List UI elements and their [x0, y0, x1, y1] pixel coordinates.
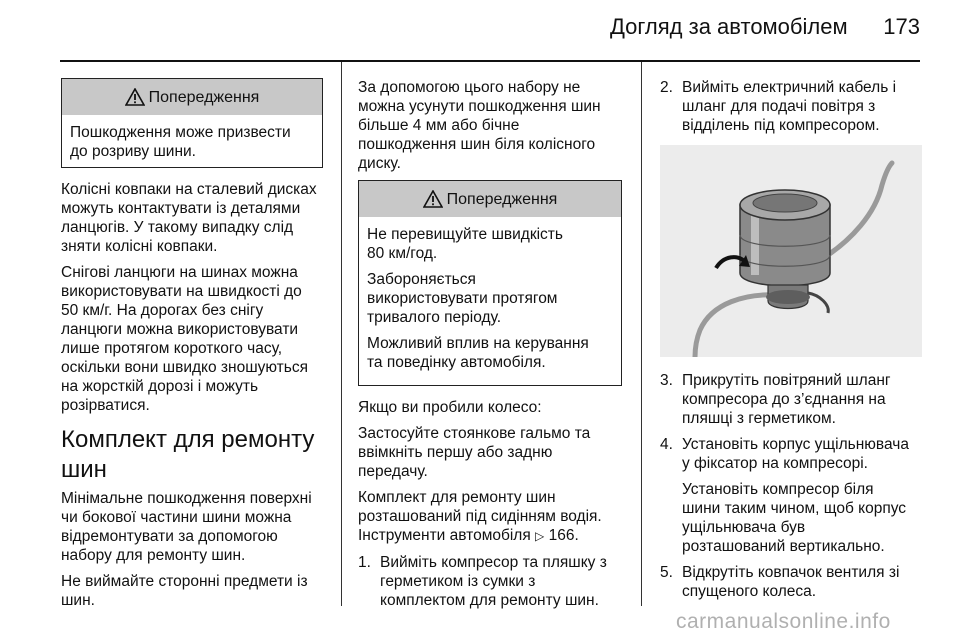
heading-line: шин [61, 456, 107, 483]
right-column [660, 78, 924, 608]
text-line: можуть контактувати із деталями [61, 200, 301, 217]
column-divider [641, 62, 642, 606]
text-line: лише протягом короткого часу, [61, 340, 283, 357]
page-reference[interactable]: 166. [548, 527, 579, 544]
step-item [660, 78, 924, 135]
text-line: Застосуйте стоянкове гальмо та [358, 425, 591, 442]
warning-paragraph [367, 334, 613, 372]
text-line: розташований під сидінням водія. [358, 508, 602, 525]
step-item [358, 553, 622, 610]
page-number: 173 [883, 14, 920, 39]
paragraph-brake [358, 424, 622, 481]
step-number: 2. [660, 79, 673, 96]
paragraph-foreign-objects [61, 572, 323, 610]
text-line: 50 км/г. На дорогах без снігу [61, 302, 264, 319]
step-item [660, 563, 924, 601]
text-line: Забороняється [367, 271, 476, 288]
text-line: Установіть компресор біля [682, 481, 874, 498]
text-line: ущільнювача був [682, 519, 806, 536]
text-line: відремонтувати за допомогою [61, 528, 278, 545]
text-line: шини таким чином, щоб корпус [682, 500, 907, 517]
arrow-right-icon[interactable]: ▷ [535, 529, 545, 543]
middle-column [358, 78, 622, 617]
paragraph-kit-location [358, 488, 622, 546]
text-line: Можливий вплив на керування [367, 335, 589, 352]
warning-box [358, 180, 622, 386]
warning-header [62, 79, 322, 115]
text-line: оскільки вони швидко зношуються [61, 359, 308, 376]
text-line: спущеного колеса. [682, 583, 817, 600]
text-line: Установіть корпус ущільнювача [682, 436, 909, 453]
step-item [660, 435, 924, 473]
text-line: Пошкодження може призвести [70, 124, 291, 141]
step-text [682, 435, 924, 473]
paragraph-repair-kit-intro [61, 489, 323, 565]
text-line: зняти колісні ковпаки. [61, 238, 218, 255]
text-line: герметиком із сумки з [380, 573, 536, 590]
text-line: набору для ремонту шин. [61, 547, 246, 564]
text-line: пошкодження шин біля колісного [358, 136, 596, 153]
compressor-drawing [660, 145, 922, 357]
text-line: можна усунути пошкодження шин [358, 98, 601, 115]
warning-body [62, 115, 322, 167]
text-line: Інструменти автомобіля [358, 527, 531, 544]
paragraph-snow-chains [61, 263, 323, 415]
paragraph-puncture: Якщо ви пробили колесо: [358, 399, 542, 416]
text-line: розташований вертикально. [682, 538, 885, 555]
text-line: диску. [358, 155, 401, 172]
warning-header [359, 181, 621, 217]
warning-body [359, 217, 621, 385]
text-line: Мінімальне пошкодження поверхні [61, 490, 312, 507]
text-line: більше 4 мм або бічне [358, 117, 520, 134]
text-line: Вийміть компресор та пляшку з [380, 554, 607, 571]
step-text [682, 371, 924, 428]
warning-paragraph [367, 270, 613, 327]
text-line: компресора до з’єднання на [682, 391, 886, 408]
text-line: За допомогою цього набору не [358, 79, 581, 96]
text-line: шин. [61, 592, 95, 609]
warning-triangle-icon [423, 190, 443, 208]
left-column [61, 78, 323, 617]
text-line: використовувати протягом [367, 290, 558, 307]
tyre-compressor-illustration [660, 145, 922, 357]
step-number: 1. [358, 554, 371, 571]
step-subparagraph [660, 480, 924, 556]
column-divider [341, 62, 342, 606]
text-line: у фіксатор на компресорі. [682, 455, 868, 472]
warning-title: Попередження [446, 190, 558, 208]
step-text [682, 78, 924, 135]
text-line: передачу. [358, 463, 428, 480]
text-line: використовувати на швидкості до [61, 283, 302, 300]
paragraph-wheel-covers [61, 180, 323, 256]
text-line: Не перевищуйте швидкість [367, 226, 563, 243]
step-number: 3. [660, 372, 673, 389]
text-line: Вийміть електричний кабель і [682, 79, 897, 96]
warning-paragraph [367, 225, 613, 263]
text-line: Прикрутіть повітряний шланг [682, 372, 891, 389]
text-line: відділень під компресором. [682, 117, 880, 134]
section-heading [61, 425, 323, 485]
warning-triangle-icon [125, 88, 145, 106]
text-line: шланг для подачі повітря з [682, 98, 876, 115]
text-line: до розриву шини. [70, 143, 196, 160]
text-line: чи бокової частини шини можна [61, 509, 292, 526]
warning-box [61, 78, 323, 168]
step-text [380, 553, 622, 610]
text-line: ланцюгів. У такому випадку слід [61, 219, 294, 236]
text-line: ввімкніть першу або задню [358, 444, 553, 461]
page-header-title: Догляд за автомобілем [610, 14, 848, 39]
text-line: тривалого періоду. [367, 309, 502, 326]
text-line: Снігові ланцюги на шинах можна [61, 264, 298, 281]
text-line: 80 км/год. [367, 245, 438, 262]
text-line: комплектом для ремонту шин. [380, 592, 599, 609]
text-line: Колісні ковпаки на сталевий дисках [61, 181, 317, 198]
heading-line: Комплект для ремонту [61, 426, 315, 453]
text-line: Відкрутіть ковпачок вентиля зі [682, 564, 900, 581]
warning-title: Попередження [148, 88, 260, 106]
text-line: Комплект для ремонту шин [358, 489, 556, 506]
step-number: 5. [660, 564, 673, 581]
header-divider [60, 60, 920, 62]
text-line: ланцюги можна використовувати [61, 321, 299, 338]
paragraph-kit-limits [358, 78, 622, 173]
step-number: 4. [660, 436, 673, 453]
text-line: розірватися. [61, 397, 150, 414]
step-text [682, 563, 924, 601]
step-item [660, 371, 924, 428]
text-line: на жорсткій дорозі і можуть [61, 378, 259, 395]
text-line: Не виймайте сторонні предмети із [61, 573, 308, 590]
watermark: carmanualsonline.info [676, 610, 891, 633]
text-line: пляшці з герметиком. [682, 410, 836, 427]
text-line: та поведінку автомобіля. [367, 354, 546, 371]
